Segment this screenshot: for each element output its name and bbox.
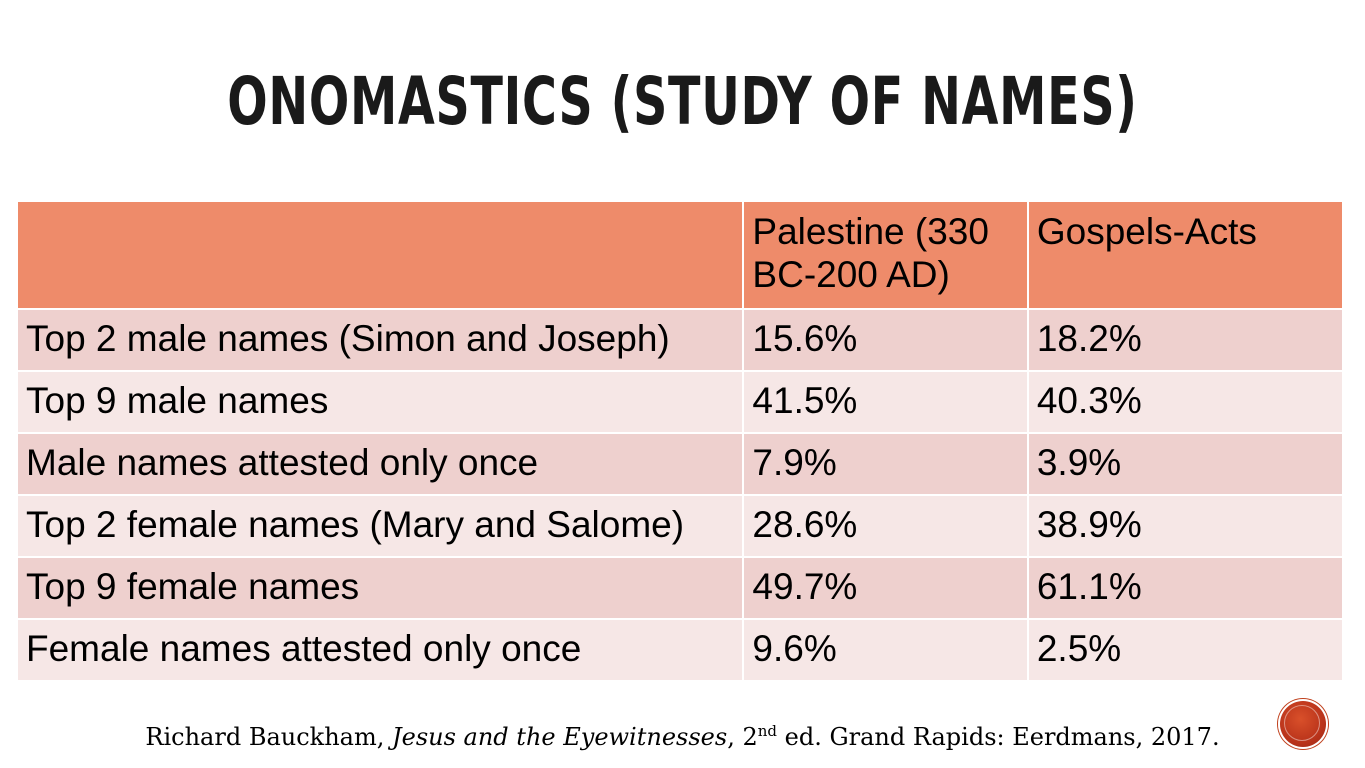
row-label: Top 9 male names (17, 371, 743, 433)
table-header-cell: Palestine (330 BC-200 AD) (743, 201, 1027, 309)
citation (0, 722, 1365, 751)
table-row (17, 309, 1343, 371)
citation-publisher: ed. Grand Rapids: Eerdmans, 2017. (777, 723, 1220, 751)
palestine-value: 9.6% (743, 619, 1027, 681)
table-row (17, 371, 1343, 433)
table-row (17, 495, 1343, 557)
palestine-value: 7.9% (743, 433, 1027, 495)
names-table (16, 200, 1344, 682)
gospels-acts-value: 61.1% (1028, 557, 1343, 619)
citation-book-title: Jesus and the Eyewitnesses (392, 723, 728, 751)
row-label: Top 2 female names (Mary and Salome) (17, 495, 743, 557)
gospels-acts-value: 2.5% (1028, 619, 1343, 681)
slide-title: ONOMASTICS (STUDY OF NAMES) (227, 63, 1138, 140)
table-header-cell: Gospels-Acts (1028, 201, 1343, 309)
gospels-acts-value: 3.9% (1028, 433, 1343, 495)
gospels-acts-value: 40.3% (1028, 371, 1343, 433)
gospels-acts-value: 18.2% (1028, 309, 1343, 371)
table-row (17, 619, 1343, 681)
gospels-acts-value: 38.9% (1028, 495, 1343, 557)
palestine-value: 15.6% (743, 309, 1027, 371)
citation-author: Richard Bauckham, (145, 723, 392, 751)
palestine-value: 49.7% (743, 557, 1027, 619)
citation-edition: , 2 (727, 723, 758, 751)
palestine-value: 41.5% (743, 371, 1027, 433)
row-label: Top 2 male names (Simon and Joseph) (17, 309, 743, 371)
citation-edition-suffix: nd (757, 722, 777, 740)
row-label: Male names attested only once (17, 433, 743, 495)
table-row (17, 433, 1343, 495)
row-label: Top 9 female names (17, 557, 743, 619)
circle-button-icon[interactable] (1278, 699, 1328, 749)
palestine-value: 28.6% (743, 495, 1027, 557)
row-label: Female names attested only once (17, 619, 743, 681)
table-header-cell (17, 201, 743, 309)
table-header-row (17, 201, 1343, 309)
table-row (17, 557, 1343, 619)
